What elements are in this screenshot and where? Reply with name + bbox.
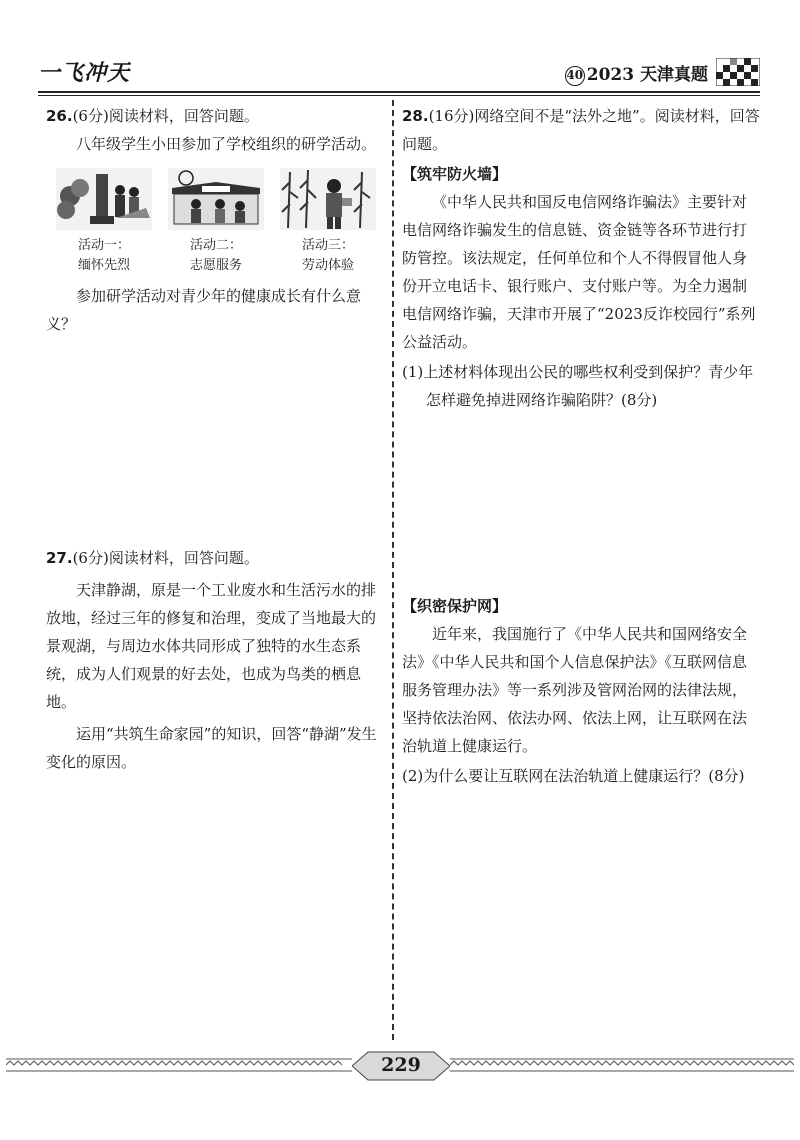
activity-illustrations [56, 168, 376, 276]
header-title: 2023 天津真题 [586, 65, 708, 85]
activity-label: 活动一： [77, 238, 130, 253]
activity-name: 缅怀先烈 [77, 258, 130, 273]
question-head: (6分)阅读材料，回答问题。 [72, 549, 259, 567]
left-column [46, 102, 382, 776]
activity-item [56, 168, 152, 276]
question-number: 26. [46, 107, 73, 125]
activity-item [168, 168, 264, 276]
page-number: 229 [381, 1054, 421, 1076]
question-number: 28. [402, 107, 429, 125]
volume-badge: 40 [565, 66, 585, 86]
right-column [402, 102, 760, 790]
material-paragraph: 八年级学生小田参加了学校组织的研学活动。 [76, 135, 377, 153]
activity-label: 活动二： [189, 238, 242, 253]
footer-pattern-left [6, 1058, 352, 1072]
question-head: (6分)阅读材料，回答问题。 [72, 107, 259, 125]
header-rule [38, 91, 760, 93]
checker-pattern-icon [716, 58, 760, 86]
memorial-illustration-icon [56, 168, 152, 230]
question-text: 参加研学活动对青少年的健康成长有什么意义？ [46, 287, 362, 333]
question-head: (16分)网络空间不是“法外之地”。阅读材料，回答问题。 [402, 107, 760, 153]
question-text: 运用“共筑生命家园”的知识，回答“静湖”发生变化的原因。 [46, 725, 377, 771]
question-28 [402, 102, 760, 790]
series-logo: 一飞冲天 [38, 61, 131, 86]
activity-name: 志愿服务 [189, 258, 242, 273]
activity-item [280, 168, 376, 276]
sub-question-2: (2)为什么要让互联网在法治轨道上健康运行？(8分) [402, 767, 745, 785]
material-paragraph: 天津静湖，原是一个工业废水和生活污水的排放地，经过三年的修复和治理，变成了当地最大的景观湖，与周边水体共同形成了独特的水生态系统，成为人们观景的好去处，也成为鸟类的栖息地。 [46, 581, 377, 711]
footer-pattern-right [450, 1058, 794, 1072]
farm-labor-illustration-icon [280, 168, 376, 230]
section-title: 【筑牢防火墙】 [402, 165, 508, 183]
volunteer-illustration-icon [168, 168, 264, 230]
page-footer [0, 1050, 800, 1090]
header-title-block [565, 60, 708, 86]
question-27 [46, 544, 382, 776]
question-26 [46, 102, 382, 338]
material-paragraph: 近年来，我国施行了《中华人民共和国网络安全法》《中华人民共和国个人信息保护法》《互联网信息服务管理办法》等一系列涉及管网治网的法律法规，坚持依法治网、依法办网、依法上网，让互联网在法治轨道上健康运行。 [402, 625, 748, 755]
activity-label: 活动三： [301, 238, 354, 253]
section-title: 【织密保护网】 [402, 597, 508, 615]
header-rule-thin [38, 95, 760, 96]
sub-question-1: (1)上述材料体现出公民的哪些权利受到保护？青少年怎样避免掉进网络诈骗陷阱？(8分) [402, 363, 754, 409]
column-divider [392, 100, 394, 1040]
material-paragraph: 《中华人民共和国反电信网络诈骗法》主要针对电信网络诈骗发生的信息链、资金链等各环节进行打防管控。该法规定，任何单位和个人不得假冒他人身份开立电话卡、银行账户、支付账户等。为全力遏制电信网络诈骗，天津市开展了“2023反诈校园行”系列公益活动。 [402, 193, 756, 351]
question-number: 27. [46, 549, 73, 567]
activity-name: 劳动体验 [301, 258, 354, 273]
